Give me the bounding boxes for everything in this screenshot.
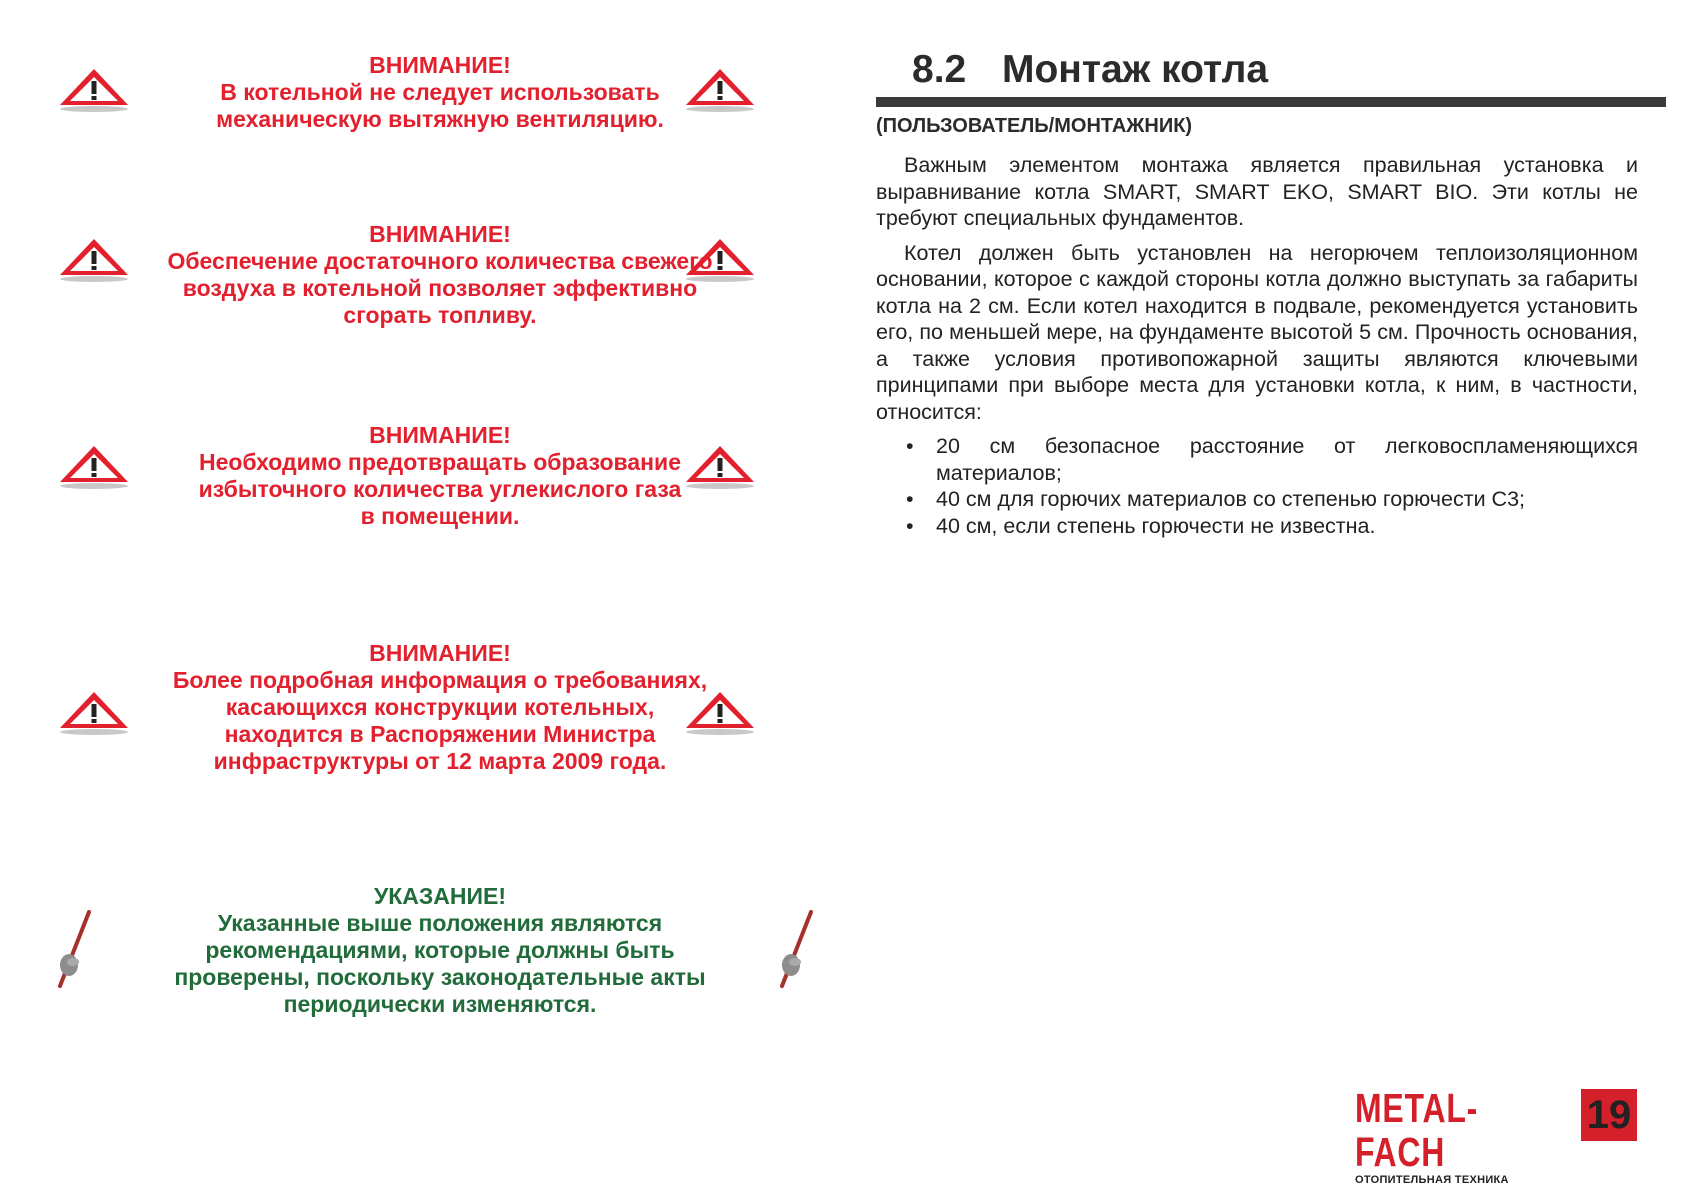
page-number: 19 — [1581, 1089, 1637, 1141]
notice-line: Более подробная информация о требованиях, — [172, 667, 708, 693]
paragraph: Котел должен быть установлен на негорючем теплоизоляционном основании, которое с каждой стороны котла должно выступать за габариты котла на 2 см. Если котел находится в подвале, рекомендуется установить его, по меньшей мере, на фундаменте высотой 5 см. Прочность основания, а также условия противопожарной защиты являются ключевыми принципами при выборе места для установки котла, к ним, в частности, относится: — [876, 240, 1638, 424]
notice-line: Необходимо предотвращать образование — [198, 449, 681, 475]
notice-line: проверены, поскольку законодательные акты — [174, 964, 706, 990]
notice-line: механическую вытяжную вентиляцию. — [216, 106, 664, 132]
list-item: • 40 см, если степень горючести не известна. — [906, 513, 1638, 540]
brand-tagline: ОТОПИТЕЛЬНАЯ ТЕХНИКА — [1355, 1174, 1509, 1186]
notice-line: Указанные выше положения являются — [217, 910, 663, 936]
hint-notice — [150, 883, 730, 1018]
warning-triangle-icon — [56, 66, 132, 112]
pencil-hand-icon — [776, 910, 816, 990]
brand-logo — [1355, 1086, 1555, 1186]
notice-title: УКАЗАНИЕ! — [373, 883, 507, 909]
notice-line: в помещении. — [360, 503, 520, 529]
section-subtitle: (ПОЛЬЗОВАТЕЛЬ/МОНТАЖНИК) — [876, 115, 1193, 137]
section-number: 8.2 — [912, 48, 967, 91]
warning-triangle-icon — [56, 443, 132, 489]
section-title: Монтаж котла — [1002, 48, 1269, 91]
warning-notice — [150, 422, 730, 530]
notice-line: Обеспечение достаточного количества свежего — [167, 248, 713, 274]
section-body — [876, 152, 1638, 539]
notice-title: ВНИМАНИЕ! — [369, 221, 511, 247]
notice-line: воздуха в котельной позволяет эффективно — [182, 275, 698, 301]
notice-line: избыточного количества углекислого газа — [198, 476, 682, 502]
warning-notice — [150, 640, 730, 775]
section-heading — [912, 48, 1268, 92]
notice-line: периодически изменяются. — [283, 991, 597, 1017]
warning-triangle-icon — [56, 689, 132, 735]
pencil-hand-icon — [54, 910, 94, 990]
notice-line: сгорать топливу. — [343, 302, 537, 328]
notice-line: рекомендациями, которые должны быть — [205, 937, 675, 963]
list-item: • 40 см для горючих материалов со степенью горючести С3; — [906, 486, 1638, 513]
notice-line: касающихся конструкции котельных, — [225, 694, 655, 720]
requirements-list — [876, 433, 1638, 539]
notice-title: ВНИМАНИЕ! — [369, 422, 511, 448]
notice-title: ВНИМАНИЕ! — [369, 640, 511, 666]
notice-line: находится в Распоряжении Министра — [224, 721, 656, 747]
warning-notice — [150, 52, 730, 133]
heading-rule — [876, 97, 1666, 107]
notice-line: инфраструктуры от 12 марта 2009 года. — [213, 748, 667, 774]
notice-title: ВНИМАНИЕ! — [369, 52, 511, 78]
brand-name: METAL-FACH — [1355, 1085, 1479, 1175]
warning-triangle-icon — [56, 236, 132, 282]
warning-notice — [150, 221, 730, 329]
notice-line: В котельной не следует использовать — [220, 79, 660, 105]
list-item: • 20 см безопасное расстояние от легковоспламеняющихся материалов; — [906, 433, 1638, 486]
paragraph: Важным элементом монтажа является правильная установка и выравнивание котла SMART, SMART EKO, SMART BIO. Эти котлы не требуют специальных фундаментов. — [876, 153, 1638, 230]
